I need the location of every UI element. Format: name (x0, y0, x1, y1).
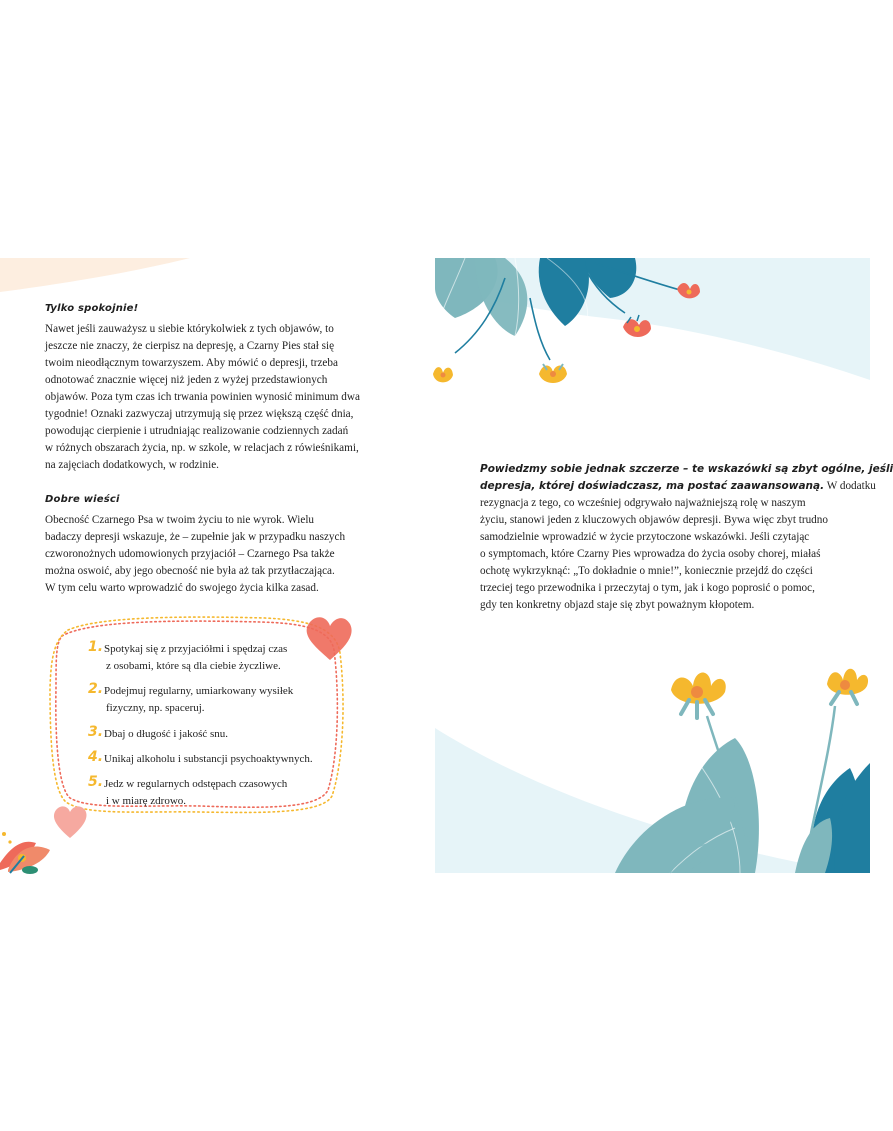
section-heading-calm: Tylko spokojnie! (45, 303, 139, 314)
paragraph-calm: Nawet jeśli zauważysz u siebie którykolwiek z tych objawów, to jeszcze nie znaczy, że cierpisz na depresję, a Czarny Pies stał się twoim nieodłącznym towarzyszem. Aby mówić o depresji, trzeba odnotować znacznie więcej niż jeden z wyżej przedstawionych objawów. Poza tym czas ich trwania powinien wynosić minimum dwa tygodnie! Oznaki zazwyczaj utrzymują się przez większą część dnia, powodując cierpienie i utrudniając realizowanie codziennych zadań w różnych obszarach życia, np. w szkole, w relacjach z rówieśnikami, na zajęciach dodatkowych, w rodzinie. (45, 323, 360, 471)
leaves-bottom-decoration (615, 738, 870, 873)
flower-decoration-bottom-left (0, 832, 50, 874)
paragraph-honest: Powiedzmy sobie jednak szczerze – te wskazówki są zbyt ogólne, jeśli depresja, której doświadczasz, ma postać zaawansowaną. W dodatku rezygnacja z tego, co wcześniej odgrywało najważniejszą rolę w naszym życiu, stanowi jeden z kluczowych objawów depresji. Bywa więc zbyt trudno samodzielnie wprowadzić w życie przytoczone wskazówki. Jeśli czytając o symptomach, które Czarny Pies wprowadza do życia osoby chorej, miałaś ochotę wykrzyknąć: „To dokładnie o mnie!”, koniecznie przejdź do części trzeciej tego przewodnika i przeczytaj o tym, jak i kogo poprosić o pomoc, gdy ten konkretny objazd staje się zbyt poważnym kłopotem. (480, 463, 893, 611)
left-page (0, 258, 435, 873)
lead-text: Powiedzmy sobie jednak szczerze – te wskazówki są zbyt ogólne, jeśli (480, 463, 893, 475)
tips-list: 1. Spotykaj się z przyjaciółmi i spędzaj czas z osobami, które są dla ciebie życzliwe. 2. Podejmuj regularny, umiarkowany wysiłek fizyczny, np. spaceruj. 3. Dbaj o długość i jakość snu. 4. Unikaj alkoholu i substancji psychoaktywnych. 5. Jedz w regularnych odstępach czasowych i w miarę zdrowo. (88, 639, 313, 807)
right-page (435, 258, 893, 873)
paragraph-good-news: Obecność Czarnego Psa w twoim życiu to nie wyrok. Wielu badaczy depresji wskazuje, że – zupełnie jak w przypadku naszych czworonożnych udomowionych przyjaciół – Czarnego Psa także można oswoić, aby jego obecność nie była aż tak przytłaczająca. W tym celu warto wprowadzić do swojego życia kilka zasad. (45, 514, 346, 594)
section-heading-good-news: Dobre wieści (45, 494, 120, 505)
lead-text: depresja, której doświadczasz, ma postać zaawansowaną. (480, 480, 825, 492)
